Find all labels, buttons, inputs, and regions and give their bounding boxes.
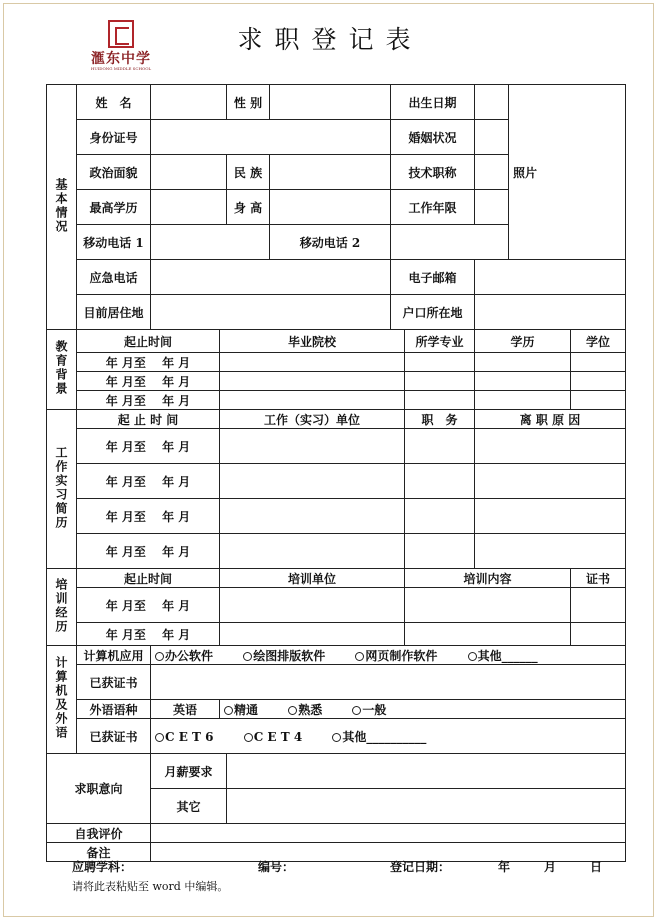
label-mobile2: 移动电话 2 bbox=[270, 225, 391, 260]
edit-note: 请将此表粘贴至 word 中编辑。 bbox=[72, 880, 229, 893]
label-cert2: 已获证书 bbox=[77, 719, 151, 754]
option-cert-other[interactable]: 其他__________ bbox=[332, 730, 426, 744]
field-id[interactable] bbox=[151, 120, 391, 155]
footer-number: 编号： bbox=[258, 860, 295, 874]
field-mobile2[interactable] bbox=[391, 225, 509, 260]
edu-row-degree[interactable] bbox=[571, 353, 626, 372]
option-office[interactable]: 办公软件 bbox=[155, 649, 213, 663]
label-residence: 目前居住地 bbox=[77, 295, 151, 330]
field-residence[interactable] bbox=[151, 295, 391, 330]
label-title-rank: 技术职称 bbox=[391, 155, 475, 190]
footer-date: 登记日期： bbox=[390, 860, 451, 874]
field-cert1[interactable] bbox=[151, 665, 626, 700]
edu-row-degree-edu[interactable] bbox=[475, 391, 571, 410]
field-ethnic[interactable] bbox=[270, 155, 391, 190]
section-education: 教育背景 bbox=[47, 330, 77, 410]
option-cet6[interactable]: C E T 6 bbox=[155, 730, 214, 744]
train-row-cert[interactable] bbox=[571, 623, 626, 646]
edu-row-major[interactable] bbox=[405, 391, 475, 410]
label-email: 电子邮箱 bbox=[391, 260, 475, 295]
work-row-period: 年 月至 年 月 bbox=[77, 499, 220, 534]
label-marital: 婚姻状况 bbox=[391, 120, 475, 155]
field-birth[interactable] bbox=[475, 85, 509, 120]
value-lang: 英语 bbox=[151, 700, 220, 719]
work-row-position[interactable] bbox=[405, 534, 475, 569]
work-row-position[interactable] bbox=[405, 429, 475, 464]
work-row-position[interactable] bbox=[405, 499, 475, 534]
label-height: 身 高 bbox=[227, 190, 270, 225]
work-col-period: 起 止 时 间 bbox=[77, 410, 220, 429]
train-col-content: 培训内容 bbox=[405, 569, 571, 588]
edu-row-period: 年 月至 年 月 bbox=[77, 391, 220, 410]
work-row-reason[interactable] bbox=[475, 534, 626, 569]
radio-icon bbox=[468, 652, 477, 661]
section-basic: 基本情况 bbox=[47, 85, 77, 330]
work-row-reason[interactable] bbox=[475, 429, 626, 464]
edu-row-period: 年 月至 年 月 bbox=[77, 372, 220, 391]
option-other[interactable]: 其他______ bbox=[468, 649, 538, 663]
label-remark: 备注 bbox=[47, 843, 151, 862]
work-row-position[interactable] bbox=[405, 464, 475, 499]
section-training: 培训经历 bbox=[47, 569, 77, 646]
option-familiar[interactable]: 熟悉 bbox=[288, 703, 322, 717]
train-col-cert: 证书 bbox=[571, 569, 626, 588]
label-self-eval: 自我评价 bbox=[47, 824, 151, 843]
edu-col-degree-edu: 学历 bbox=[475, 330, 571, 353]
radio-icon bbox=[243, 652, 252, 661]
label-gender: 性 别 bbox=[227, 85, 270, 120]
field-political[interactable] bbox=[151, 155, 227, 190]
train-row-period: 年 月至 年 月 bbox=[77, 623, 220, 646]
work-row-reason[interactable] bbox=[475, 464, 626, 499]
train-row-cert[interactable] bbox=[571, 588, 626, 623]
registration-table bbox=[46, 84, 626, 862]
option-proficient[interactable]: 精通 bbox=[224, 703, 258, 717]
footer-subject: 应聘学科： bbox=[72, 860, 133, 874]
label-cert1: 已获证书 bbox=[77, 665, 151, 700]
work-row-period: 年 月至 年 月 bbox=[77, 464, 220, 499]
edu-row-major[interactable] bbox=[405, 353, 475, 372]
label-ethnic: 民 族 bbox=[227, 155, 270, 190]
work-row-unit[interactable] bbox=[220, 464, 405, 499]
train-col-unit: 培训单位 bbox=[220, 569, 405, 588]
field-title-rank[interactable] bbox=[475, 155, 509, 190]
train-row-period: 年 月至 年 月 bbox=[77, 588, 220, 623]
train-row-content[interactable] bbox=[405, 588, 571, 623]
radio-icon bbox=[288, 706, 297, 715]
radio-icon bbox=[244, 733, 253, 742]
field-self-eval[interactable] bbox=[151, 824, 626, 843]
label-mobile1: 移动电话 1 bbox=[77, 225, 151, 260]
footer-day: 日 bbox=[590, 860, 603, 874]
train-col-period: 起止时间 bbox=[77, 569, 220, 588]
label-lang-type: 外语语种 bbox=[77, 700, 151, 719]
logo-subtitle: HUIDONG MIDDLE SCHOOL bbox=[90, 66, 152, 71]
field-name[interactable] bbox=[151, 85, 227, 120]
label-intent-other: 其它 bbox=[151, 789, 227, 824]
field-email[interactable] bbox=[475, 260, 626, 295]
field-salary[interactable] bbox=[227, 754, 626, 789]
work-col-unit: 工作（实习）单位 bbox=[220, 410, 405, 429]
work-row-unit[interactable] bbox=[220, 499, 405, 534]
computer-options bbox=[151, 646, 626, 665]
footer-month: 月 bbox=[544, 860, 557, 874]
label-computer: 计算机应用 bbox=[77, 646, 151, 665]
radio-icon bbox=[332, 733, 341, 742]
label-birth: 出生日期 bbox=[391, 85, 475, 120]
train-row-content[interactable] bbox=[405, 623, 571, 646]
label-political: 政治面貌 bbox=[77, 155, 151, 190]
option-graphics[interactable]: 绘图排版软件 bbox=[243, 649, 325, 663]
edu-col-degree: 学位 bbox=[571, 330, 626, 353]
form-title: 求职登记表 bbox=[237, 25, 423, 54]
field-work-years[interactable] bbox=[475, 190, 509, 225]
edu-row-degree-edu[interactable] bbox=[475, 372, 571, 391]
field-emergency[interactable] bbox=[151, 260, 391, 295]
edu-row-degree-edu[interactable] bbox=[475, 353, 571, 372]
section-work: 工作实习简历 bbox=[47, 410, 77, 569]
option-cet4[interactable]: C E T 4 bbox=[244, 730, 303, 744]
work-row-period: 年 月至 年 月 bbox=[77, 429, 220, 464]
option-web[interactable]: 网页制作软件 bbox=[355, 649, 437, 663]
label-education: 最高学历 bbox=[77, 190, 151, 225]
field-marital[interactable] bbox=[475, 120, 509, 155]
cert-options bbox=[151, 719, 626, 754]
work-row-period: 年 月至 年 月 bbox=[77, 534, 220, 569]
train-row-unit[interactable] bbox=[220, 588, 405, 623]
logo-mark-icon bbox=[108, 20, 134, 48]
radio-icon bbox=[224, 706, 233, 715]
option-general[interactable]: 一般 bbox=[352, 703, 386, 717]
edu-col-major: 所学专业 bbox=[405, 330, 475, 353]
section-intent: 求职意向 bbox=[47, 754, 151, 824]
label-photo: 照片 bbox=[513, 165, 538, 180]
radio-icon bbox=[155, 652, 164, 661]
label-hukou: 户口所在地 bbox=[391, 295, 475, 330]
radio-icon bbox=[155, 733, 164, 742]
section-skills: 计算机及外语 bbox=[47, 646, 77, 754]
edu-row-school[interactable] bbox=[220, 372, 405, 391]
label-salary: 月薪要求 bbox=[151, 754, 227, 789]
edu-row-degree[interactable] bbox=[571, 372, 626, 391]
train-row-unit[interactable] bbox=[220, 623, 405, 646]
label-name: 姓 名 bbox=[77, 85, 151, 120]
edu-col-period: 起止时间 bbox=[77, 330, 220, 353]
field-hukou[interactable] bbox=[475, 295, 626, 330]
edu-row-school[interactable] bbox=[220, 391, 405, 410]
field-education[interactable] bbox=[151, 190, 227, 225]
lang-levels bbox=[220, 700, 626, 719]
photo-box[interactable] bbox=[509, 85, 626, 260]
radio-icon bbox=[355, 652, 364, 661]
field-mobile1[interactable] bbox=[151, 225, 270, 260]
work-row-unit[interactable] bbox=[220, 534, 405, 569]
work-row-reason[interactable] bbox=[475, 499, 626, 534]
edu-col-school: 毕业院校 bbox=[220, 330, 405, 353]
school-logo bbox=[88, 20, 154, 76]
label-emergency: 应急电话 bbox=[77, 260, 151, 295]
edu-row-period: 年 月至 年 月 bbox=[77, 353, 220, 372]
field-intent-other[interactable] bbox=[227, 789, 626, 824]
label-id: 身份证号 bbox=[77, 120, 151, 155]
work-row-unit[interactable] bbox=[220, 429, 405, 464]
edu-row-major[interactable] bbox=[405, 372, 475, 391]
footer-year: 年 bbox=[498, 860, 511, 874]
radio-icon bbox=[352, 706, 361, 715]
edu-row-degree[interactable] bbox=[571, 391, 626, 410]
logo-name: 滙东中学 bbox=[91, 51, 151, 67]
work-col-reason: 离 职 原 因 bbox=[475, 410, 626, 429]
label-work-years: 工作年限 bbox=[391, 190, 475, 225]
edu-row-school[interactable] bbox=[220, 353, 405, 372]
field-gender[interactable] bbox=[270, 85, 391, 120]
work-col-position: 职 务 bbox=[405, 410, 475, 429]
field-height[interactable] bbox=[270, 190, 391, 225]
